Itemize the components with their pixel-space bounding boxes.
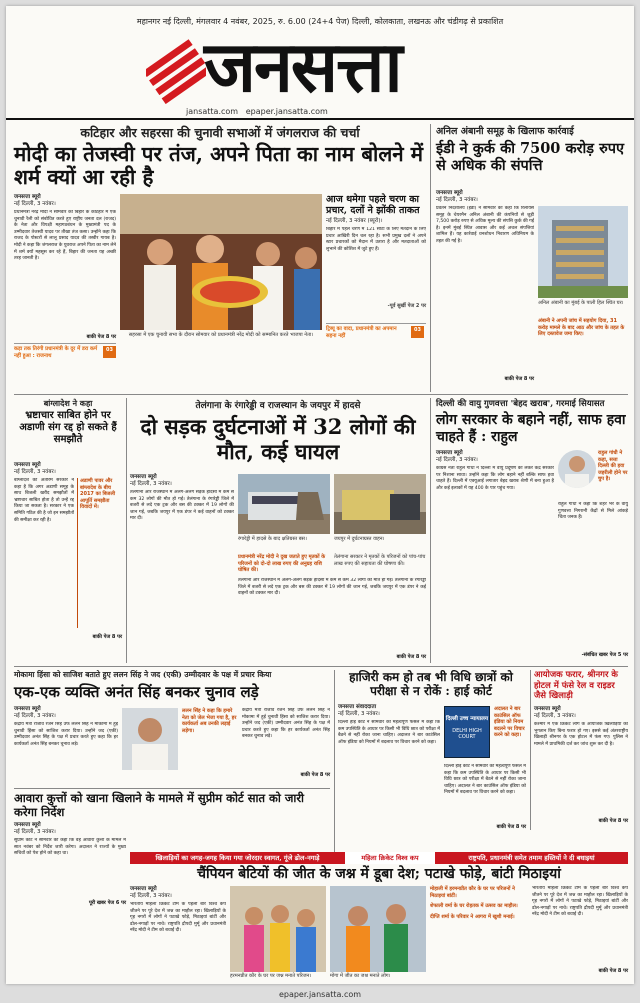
cricket-body: भारतीय महिला क्रिकेट टीम के पहली बार विश्व कप जीतने पर पूरे देश में जश्न का माहौल रहा। खिलाड़ियों के गृह नगरों में लोगों ने पटाखे फोड़े, मिठाइयां बांटीं और ढोल-नगाड़ों पर नाचे। राष्ट्रपति द्रौपदी मुर्मू और प्रधानमंत्री नरेंद्र मोदी ने टीम को बधाई दी। xyxy=(130,902,226,934)
building-photo-icon xyxy=(538,206,628,298)
column-divider xyxy=(430,124,431,392)
cricket-notes xyxy=(430,886,528,982)
lalan-photo xyxy=(122,708,178,770)
cricket-note-2: शेफाली वर्मा के घर रोहतक में उत्सव का माहौल। xyxy=(430,903,518,909)
mokama-body: केंद्रीय मंत्री राजीव रंजन सिंह उर्फ ललन सिंह ने मोकामा में हुई चुनावी हिंसा को साजिश करार दिया। उन्होंने जद (एकी) उम्मीदवार अनंत सिंह के पक्ष में प्रचार करते हुए कहा कि हर कार्यकर्ता अनंत सिंह बनकर चुनाव लड़े। xyxy=(14,722,118,747)
cricket-cap-2: मोगा में जीत का जश्न मनाते लोग। xyxy=(330,973,391,979)
delhi-kicker: दिल्ली की वायु गुणवत्ता 'बेहद खराब', गरमाई सियासत xyxy=(436,399,605,409)
court-sign-hindi: दिल्ली उच्च न्यायालय xyxy=(445,716,489,722)
delhi-text-column xyxy=(436,450,554,660)
anil-byline: जनसत्ता ब्यूरो xyxy=(436,190,463,196)
dogs-byline: जनसत्ता ब्यूरो xyxy=(14,822,41,828)
anil-body: प्रवर्तन निदेशालय (ईडी) ने सोमवार को कहा कि रिलायंस समूह के चेयरमैन अनिल अंबानी की कंपनियों से जुड़ी 7,500 करोड़ रुपए से अधिक मूल्य की संपत्ति कुर्क की गई है। इनमें मुंबई स्थित आवास और कई अचल संपत्तियां शामिल हैं। यह कार्रवाई धनशोधन निवारण अधिनियम के तहत की गई है। xyxy=(436,206,534,244)
website-links xyxy=(186,107,328,116)
column-divider xyxy=(334,670,335,852)
epaper-link[interactable]: epaper.jansatta.com xyxy=(245,107,328,116)
accident-photo-truck xyxy=(334,474,426,534)
rally-photo-icon xyxy=(120,194,322,330)
website-link[interactable]: jansatta.com xyxy=(186,107,239,116)
accident-box: तेलंगाना सरकार ने मृतकों के परिजनों को पांच-पांच लाख रुपए की सहायता की घोषणा की। xyxy=(334,554,426,567)
srinagar-continued: बाकी पेज 8 पर xyxy=(598,818,628,824)
srinagar-dateline: नई दिल्ली, 3 नवंबर। xyxy=(534,713,576,719)
accident-text-column xyxy=(130,474,234,662)
cricket-continued: बाकी पेज 8 पर xyxy=(598,968,628,974)
side-continued: -पूर्व सुर्खी पेज 2 पर xyxy=(387,303,426,309)
newspaper-page xyxy=(6,6,634,984)
celebration-photo-icon xyxy=(330,886,426,972)
srinagar-byline: जनसत्ता ब्यूरो xyxy=(534,706,561,712)
masthead-logo xyxy=(146,25,506,108)
mokama-kicker: मोकामा हिंसा को साजिश बताते हुए ललन सिंह ने जद (एकी) उम्मीदवार के पक्ष में प्रचार किया xyxy=(14,670,272,679)
accident-body: तेलंगाना और राजस्थान में अलग-अलग सड़क हादसों में कम से कम 32 लोगों की मौत हो गई। तेलंगाना के रंगारेड्डी जिले में बजरी से लदे एक ट्रक और बस की टक्कर में 19 लोगों की जान गई, जबकि जयपुर में एक डंपर ने कई वाहनों को टक्कर मार दी। xyxy=(130,490,234,522)
accident-continued: बाकी पेज 8 पर xyxy=(396,654,426,660)
anil-kicker: अनिल अंबानी समूह के खिलाफ कार्रवाई xyxy=(436,126,574,137)
cricket-photo-2 xyxy=(330,886,426,972)
celebration-photo-icon xyxy=(230,886,326,972)
delhi-headline: लोग सरकार के बहाने नहीं, साफ हवा चाहते हैं : राहुल xyxy=(436,412,626,445)
cricket-headline: चैंपियन बेटियों की जीत के जश्न में डूबा देश; पटाखे फोड़े, बांटी मिठाइयां xyxy=(197,866,561,882)
teaser-page: 03 xyxy=(411,326,424,338)
masthead-meta: महानगर नई दिल्ली, मंगलवार 4 नवंबर, 2025, रु. 6.00 (24+4 पेज) दिल्ली, कोलकाता, लखनऊ और चंडीगढ़ से प्रकाशित xyxy=(136,17,504,26)
delhi-signoff: -संबंधित खबर पेज 5 पर xyxy=(581,652,628,658)
bangla-box: अडाणी पावर और बांग्लादेश के बीच 2017 का बिजली आपूर्ति समझौता विवादों में। xyxy=(77,478,121,628)
column-divider xyxy=(430,398,431,663)
anil-dateline: नई दिल्ली, 3 नवंबर। xyxy=(436,197,478,203)
logo-wordmark: जनसत्ता xyxy=(204,25,401,108)
mokama-byline: जनसत्ता ब्यूरो xyxy=(14,706,41,712)
truck-wreck-icon xyxy=(334,474,426,534)
anil-text-column xyxy=(436,190,534,390)
column-divider xyxy=(530,670,531,830)
delhi-dateline: नई दिल्ली, 3 नवंबर। xyxy=(436,457,478,463)
exam-text-column xyxy=(338,704,440,824)
side-dateline: नई दिल्ली, 3 नवंबर (ब्यूरो)। xyxy=(326,218,383,224)
accident-pm-note: प्रधानमंत्री नरेंद्र मोदी ने दुख जताते हुए मृतकों के परिजनों को दो-दो लाख रुपए की अनुग्रह राशि घोषित की। xyxy=(238,554,326,573)
rahul-photo xyxy=(558,450,596,488)
accident-cap-2: जयपुर में दुर्घटनाग्रस्त वाहन। xyxy=(334,536,385,542)
lead-photo xyxy=(120,194,322,330)
cricket-text-column-2 xyxy=(532,886,628,982)
srinagar-text-column xyxy=(534,706,628,826)
bangla-continued: बाकी पेज 8 पर xyxy=(92,634,122,640)
accident-photo-bus xyxy=(238,474,330,534)
mokama-dateline: नई दिल्ली, 3 नवंबर। xyxy=(14,713,56,719)
accident-kicker: तेलंगाना के रंगारेड्डी व राजस्थान के जयपुर में हादसे xyxy=(195,401,361,411)
section-divider xyxy=(14,666,628,667)
mokama-body-cont: केंद्रीय मंत्री राजीव रंजन सिंह उर्फ ललन सिंह ने मोकामा में हुई चुनावी हिंसा को साजिश करार दिया। उन्होंने जद (एकी) उम्मीदवार अनंत सिंह के पक्ष में प्रचार करते हुए कहा कि हर कार्यकर्ता अनंत सिंह बनकर चुनाव लड़े। xyxy=(242,708,330,740)
delhi-byline: जनसत्ता ब्यूरो xyxy=(436,450,463,456)
delhi-body: कांग्रेस नेता राहुल गांधी ने दिल्ली में वायु प्रदूषण को लेकर केंद्र सरकार पर निशाना साधा। उन्होंने कहा कि लोग बहाने नहीं बल्कि साफ हवा चाहते हैं। दिल्ली में एक्यूआई लगातार बेहद खराब श्रेणी में बना हुआ है और कई इलाकों में यह 400 के पार पहुंच गया। xyxy=(436,466,554,491)
bangla-byline: जनसत्ता ब्यूरो xyxy=(14,462,41,468)
exam-body: दिल्ली हाई कोर्ट ने सोमवार को महत्वपूर्ण फैसले में कहा कि कम उपस्थिति के आधार पर किसी भी विधि छात्र को परीक्षा में बैठने से नहीं रोका जाना चाहिए। अदालत ने बार काउंसिल ऑफ इंडिया को नियमों में बदलाव पर विचार करने को कहा। xyxy=(338,720,440,745)
bangla-body: बांग्लादेश की अंतरिम सरकार ने कहा है कि अगर अडाणी समूह के साथ बिजली खरीद समझौतों में भ्रष्टाचार साबित होता है तो उन्हें रद्द किया जा सकता है। सरकार ने एक समिति गठित की है जो इन समझौतों की समीक्षा कर रही है। xyxy=(14,478,74,523)
mokama-continued: बाकी पेज 8 पर xyxy=(300,772,330,778)
lead-byline: जनसत्ता ब्यूरो xyxy=(14,194,41,200)
lead-continued: बाकी पेज 8 पर xyxy=(86,334,116,340)
anil-house-photo xyxy=(538,206,628,298)
mokama-photo-caption: ललन सिंह ने कहा कि हमारे नेता को जेल भेजा गया है, हर कार्यकर्ता अब उनकी लड़ाई लड़ेगा। xyxy=(182,708,237,734)
lead-body: प्रधानमंत्री नरेंद्र मोदी ने सोमवार को बिहार के कटिहार में एक चुनावी रैली को संबोधित करते हुए राष्ट्रीय जनता दल (राजद) के नेता और विपक्षी महागठबंधन के मुख्यमंत्री पद के उम्मीदवार तेजस्वी यादव पर तीखा तंज कसा। उन्होंने कहा कि राजद के पोस्टरों से लालू प्रसाद यादव की तस्वीर गायब है। मोदी ने कहा कि जंगलराज के युवराज अपने पिता का नाम लेने में शर्म क्यों महसूस कर रहे हैं, बिहार की जनता यह अच्छी तरह जानती है। xyxy=(14,210,116,262)
cricket-cap-1: हरमनप्रीत कौर के घर पर जश्न मनाते परिजन। xyxy=(230,973,312,979)
cricket-byline: जनसत्ता ब्यूरो xyxy=(130,886,157,892)
teaser-page: 03 xyxy=(103,346,116,358)
cricket-note-3: दीप्ति शर्मा के परिवार ने आगरा में खुशी मनाई। xyxy=(430,913,515,920)
side-body: बिहार में पहले चरण में 121 सीटों के लिए मतदान के लिए प्रचार आखिरी दिन चल रहा है। सभी प्रमुख दलों ने अपने स्टार प्रचारकों को मैदान में उतारा है और मतदाताओं को लुभाने की कोशिश में जुटे हुए हैं। xyxy=(326,227,426,252)
exam-byline: जनसत्ता संवाददाता xyxy=(338,704,377,710)
dogs-text-column xyxy=(14,822,126,948)
section-divider xyxy=(14,394,628,395)
side-headline: आज थमेगा पहले चरण का प्रचार, दलों ने झोंकी ताकत xyxy=(326,194,420,216)
exam-headline: हाजिरी कम हो तब भी विधि छात्रों को परीक्षा से न रोकें : हाई कोर्ट xyxy=(349,670,513,698)
mokama-headline: एक-एक व्यक्ति अनंत सिंह बनकर चुनाव लड़े xyxy=(14,683,259,701)
bus-wreck-icon xyxy=(238,474,330,534)
lead-kicker: कटिहार और सहरसा की चुनावी सभाओं में जंगलराज की चर्चा xyxy=(80,125,360,140)
dogs-continued: पूरी खबर पेज 6 पर xyxy=(88,900,126,906)
accident-dateline: नई दिल्ली, 3 नवंबर। xyxy=(130,481,172,487)
lead-teaser-side[interactable] xyxy=(326,323,426,340)
dogs-headline: आवारा कुत्तों को खाना खिलाने के मामले में सुप्रीम कोर्ट सात को जारी करेगा निर्देश xyxy=(14,791,305,819)
exam-continued: बाकी पेज 8 पर xyxy=(496,824,526,830)
accident-cap-1: रंगारेड्डी में हादसे के बाद क्षतिग्रस्त बस। xyxy=(238,536,307,542)
cricket-banner xyxy=(130,852,628,864)
cricket-text-column xyxy=(130,886,226,982)
masthead-rule xyxy=(6,118,634,120)
banner-mid: महिला क्रिकेट विश्व कप xyxy=(345,852,435,864)
cricket-photo-1 xyxy=(230,886,326,972)
exam-body-cont: दिल्ली हाई कोर्ट ने सोमवार को महत्वपूर्ण फैसले में कहा कि कम उपस्थिति के आधार पर किसी भी विधि छात्र को परीक्षा में बैठने से नहीं रोका जाना चाहिए। अदालत ने बार काउंसिल ऑफ इंडिया को नियमों में बदलाव पर विचार करने को कहा। xyxy=(444,764,526,796)
lead-headline: मोदी का तेजस्वी पर तंज, अपने पिता का नाम बोलने में शर्म क्यों आ रही है xyxy=(14,142,424,189)
lead-side-story xyxy=(326,194,426,390)
bangla-headline: भ्रष्टाचार साबित होने पर अडाणी संग रद्द हो सकते हैं समझौते xyxy=(19,410,117,445)
accident-body-cont: तेलंगाना और राजस्थान में अलग-अलग सड़क हादसों में कम से कम 32 लोगों की मौत हो गई। तेलंगाना के रंगारेड्डी जिले में बजरी से लदे एक ट्रक और बस की टक्कर में 19 लोगों की जान गई, जबकि जयपुर में एक डंपर ने कई वाहनों को टक्कर मार दी। xyxy=(238,578,426,597)
dogs-body: सुप्रीम कोर्ट ने सोमवार को कहा कि वह आवारा कुत्तों के मामले में सात नवंबर को निर्देश जारी करेगा। अदालत ने राज्यों के मुख्य सचिवों को पेश होने को कहा था। xyxy=(14,838,126,857)
lead-dateline: नई दिल्ली, 3 नवंबर। xyxy=(14,201,56,207)
teaser-text: कड़ा तक तिरंगी प्रधानमंत्री के दूर में डरा कर्म नहीं हुआ : राजनाथ xyxy=(14,346,98,359)
exam-dateline: नई दिल्ली, 3 नवंबर। xyxy=(338,711,380,717)
lead-photo-caption: सहरसा में एक चुनावी सभा के दौरान सोमवार को प्रधानमंत्री नरेंद्र मोदी को सम्मानित करते भाजपा नेता। xyxy=(128,332,314,338)
cricket-body-cont: भारतीय महिला क्रिकेट टीम के पहली बार विश्व कप जीतने पर पूरे देश में जश्न का माहौल रहा। खिलाड़ियों के गृह नगरों में लोगों ने पटाखे फोड़े, मिठाइयां बांटीं और ढोल-नगाड़ों पर नाचे। राष्ट्रपति द्रौपदी मुर्मू और प्रधानमंत्री नरेंद्र मोदी ने टीम को बधाई दी। xyxy=(532,886,628,918)
bangla-kicker: बांग्लादेश ने कहा xyxy=(43,398,93,408)
banner-left: खिलाड़ियों का जगह-जगह किया गया जोरदार स्वागत, गूंजे ढोल-नगाड़े xyxy=(155,854,320,862)
mokama-text-column xyxy=(14,706,118,786)
anil-photo-caption: अनिल अंबानी का मुंबई के पाली हिल स्थित घर। xyxy=(538,300,624,306)
bangla-text-column xyxy=(14,462,122,662)
portrait-icon xyxy=(558,450,596,488)
footer-epaper[interactable]: epaper.jansatta.com xyxy=(278,990,362,999)
anil-headline: ईडी ने कुर्क की 7500 करोड़ रुपए से अधिक की संपत्ति xyxy=(436,140,624,174)
teaser-text: ट्रिब्यू का वादा, प्रधानमंत्री का अपमान सहना नहीं xyxy=(326,326,397,339)
lead-text-column xyxy=(14,194,116,390)
logo-mark-icon xyxy=(146,30,206,104)
section-divider xyxy=(14,788,330,789)
court-sign-english: DELHI HIGH COURT xyxy=(452,728,482,740)
bangla-dateline: नई दिल्ली, 3 नवंबर। xyxy=(14,469,56,475)
portrait-icon xyxy=(122,708,178,770)
accident-byline: जनसत्ता ब्यूरो xyxy=(130,474,157,480)
cricket-note-1: मोहाली में हरमनप्रीत कौर के घर पर परिजनों ने मिठाइयां बांटीं। xyxy=(430,886,515,899)
cricket-dateline: नई दिल्ली, 3 नवंबर। xyxy=(130,893,172,899)
rahul-caption: राहुल गांधी ने कहा, सत्ता दिल्ली की हवा जहरीली होने पर चुप है। xyxy=(598,450,628,482)
anil-box: अंबानी ने अपनी जांच में सहयोग दिया, 31 करोड़ मामले के बाद आठ और जांच के तहत के लिए दस्तावेज जमा किए। xyxy=(538,318,625,337)
lead-teaser-left[interactable] xyxy=(14,343,116,360)
court-sign xyxy=(444,706,490,758)
delhi-quote: राहुल गांधी ने कहा कि शहर भर के वायु गुणवत्ता निगरानी केंद्रों से मिले आंकड़े चिंता जनक हैं। xyxy=(558,502,628,521)
exam-box: अदालत ने बार काउंसिल ऑफ इंडिया को नियम बदलने पर विचार करने को कहा। xyxy=(494,706,525,738)
anil-continued: बाकी पेज 8 पर xyxy=(504,376,534,382)
accident-headline: दो सड़क दुर्घटनाओं में 32 लोगों की मौत, कई घायल xyxy=(140,414,416,464)
srinagar-body: कश्मीर में एक क्रिकेट लीग के आयोजक खिलाड़ियों का भुगतान किए बिना फरार हो गए। इससे कई अंतरराष्ट्रीय खिलाड़ी श्रीनगर के एक होटल में फंस गए। पुलिस ने मामले में प्राथमिकी दर्ज कर जांच शुरू कर दी है। xyxy=(534,722,628,747)
banner-right: राष्ट्रपति, प्रधानमंत्री समेत तमाम हस्तियों ने दी बधाइयां xyxy=(468,854,595,862)
srinagar-headline: आयोजक फरार, श्रीनगर के होटल में फंसे रेल व राइडर जैसे खिलाड़ी xyxy=(534,670,618,701)
column-divider xyxy=(126,398,127,663)
dogs-dateline: नई दिल्ली, 3 नवंबर। xyxy=(14,829,56,835)
